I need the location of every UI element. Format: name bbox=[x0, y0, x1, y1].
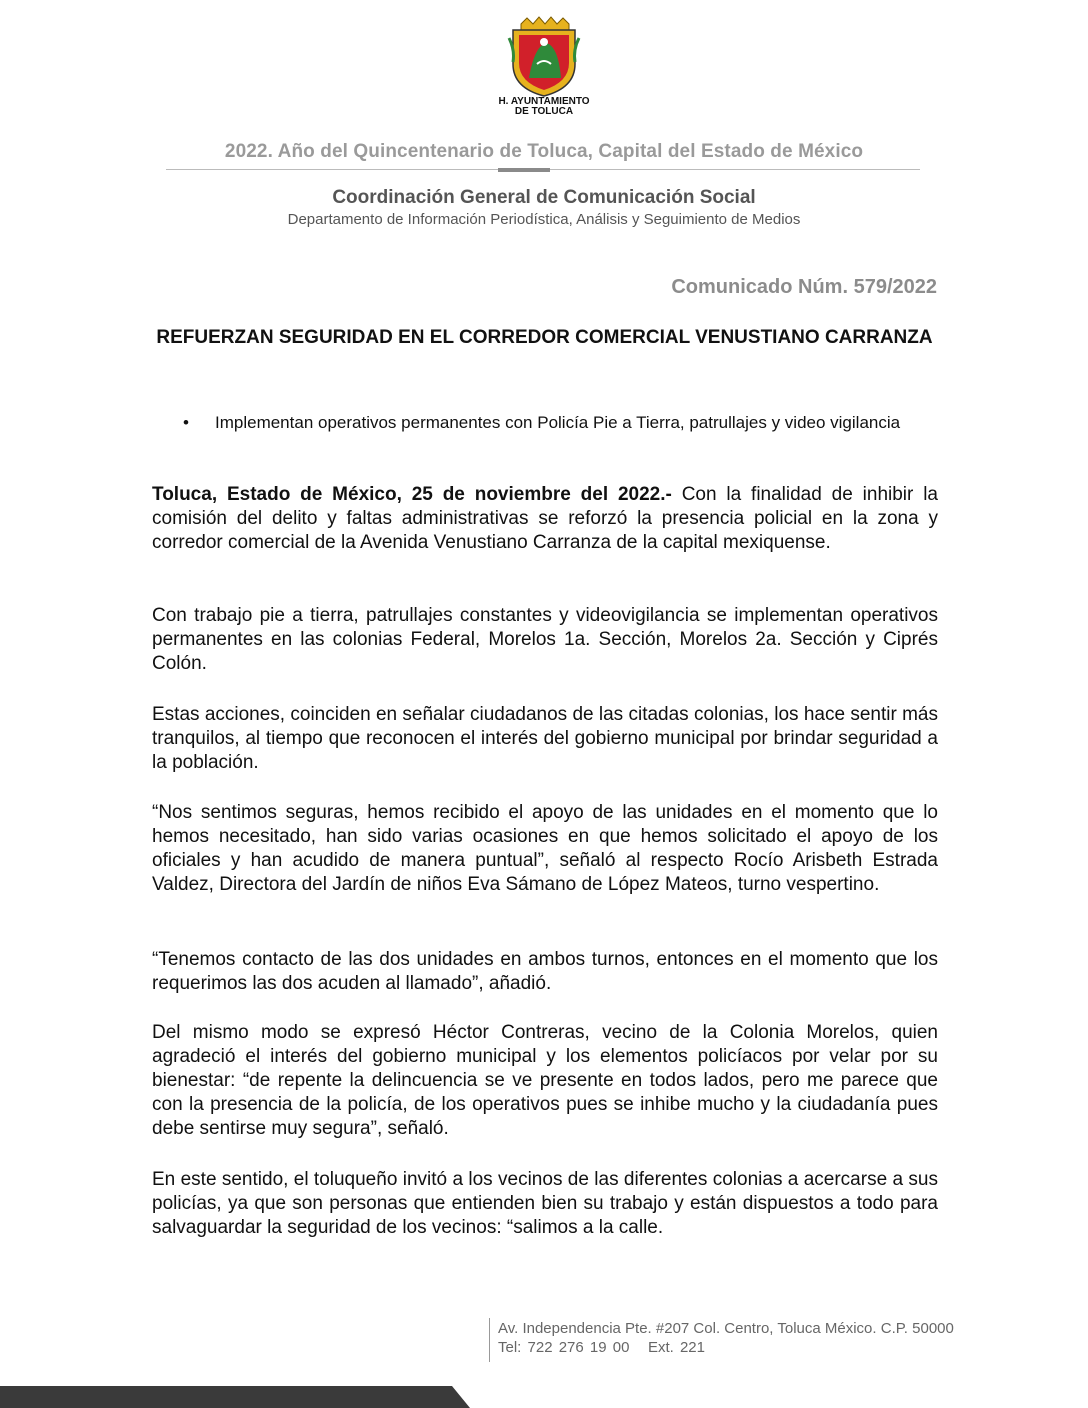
body-paragraph: “Nos sentimos seguras, hemos recibido el apoyo de las unidades en el momento que lo hemos necesitado, han sido varias ocasiones en que hemos solicitado el apoyo de los oficiales y han acudido de manera puntual”, señaló al respecto Rocío Arisbeth Estrada Valdez, Directora del Jardín de niños Eva Sámano de López Mateos, turno vespertino. bbox=[152, 802, 938, 895]
body-paragraph: Con trabajo pie a tierra, patrullajes constantes y videovigilancia se implementan operativos permanentes en las colonias Federal, Morelos 1a. Sección, Morelos 2a. Sección y Ciprés Colón. bbox=[152, 605, 938, 674]
dateline: Toluca, Estado de México, 25 de noviembre del 2022.- bbox=[152, 484, 672, 505]
paragraph-text: Con la finalidad de inhibir la comisión del delito y faltas administrativas se reforzó la presencia policial en la zona y corredor comercial de la Avenida Venustiano Carranza de la capital mexiquense. bbox=[152, 484, 938, 553]
footer-band bbox=[0, 1386, 470, 1408]
organization-name bbox=[480, 97, 608, 117]
communique-number: Comunicado Núm. 579/2022 bbox=[671, 276, 937, 298]
organization-name-line2: DE TOLUCA bbox=[514, 106, 574, 117]
body-paragraph: Del mismo modo se expresó Héctor Contreras, vecino de la Colonia Morelos, quien agradeció el interés del gobierno municipal y los elementos policíacos por velar por su bienestar: “de repente la delincuencia se ve presente en todos lados, pero me parece que con la presencia de la policía, de los operativos pues se inhibe mucho y la ciudadanía pues debe sentirse muy segura”, señaló. bbox=[152, 1022, 938, 1139]
footer-divider bbox=[489, 1318, 490, 1362]
body-paragraph: En este sentido, el toluqueño invitó a los vecinos de las diferentes colonias a acercarse a sus policías, ya que son personas que entienden bien su trabajo y están dispuestos a todo para salvaguardar la seguridad de los vecinos: “salimos a la calle. bbox=[152, 1169, 938, 1238]
toluca-coat-of-arms-icon bbox=[507, 16, 581, 98]
coordination-title: Coordinación General de Comunicación Social bbox=[332, 187, 756, 208]
organization-name-line1: H. AYUNTAMIENTO bbox=[498, 96, 590, 107]
footer-address: Av. Independencia Pte. #207 Col. Centro, Toluca México. C.P. 50000 bbox=[498, 1320, 954, 1337]
footer-phone: Tel: 722 276 19 00 Ext. 221 bbox=[498, 1339, 705, 1356]
body-paragraph: Estas acciones, coinciden en señalar ciudadanos de las citadas colonias, los hace sentir más tranquilos, al tiempo que reconocen el interés del gobierno municipal por brindar seguridad a la población. bbox=[152, 704, 938, 773]
headline: REFUERZAN SEGURIDAD EN EL CORREDOR COMERCIAL VENUSTIANO CARRANZA bbox=[156, 327, 933, 348]
department-subtitle: Departamento de Información Periodística, Análisis y Seguimiento de Medios bbox=[287, 211, 801, 228]
summary-bullets bbox=[183, 412, 938, 434]
year-motto: 2022. Año del Quincentenario de Toluca, Capital del Estado de México bbox=[224, 141, 864, 162]
body-paragraph: “Tenemos contacto de las dos unidades en ambos turnos, entonces en el momento que los requerimos las dos acuden al llamado”, añadió. bbox=[152, 949, 938, 994]
body-paragraph bbox=[152, 483, 938, 555]
summary-bullet: • Implementan operativos permanentes con Policía Pie a Tierra, patrullajes y video vigilancia bbox=[183, 412, 938, 434]
header-divider-accent bbox=[498, 168, 550, 172]
